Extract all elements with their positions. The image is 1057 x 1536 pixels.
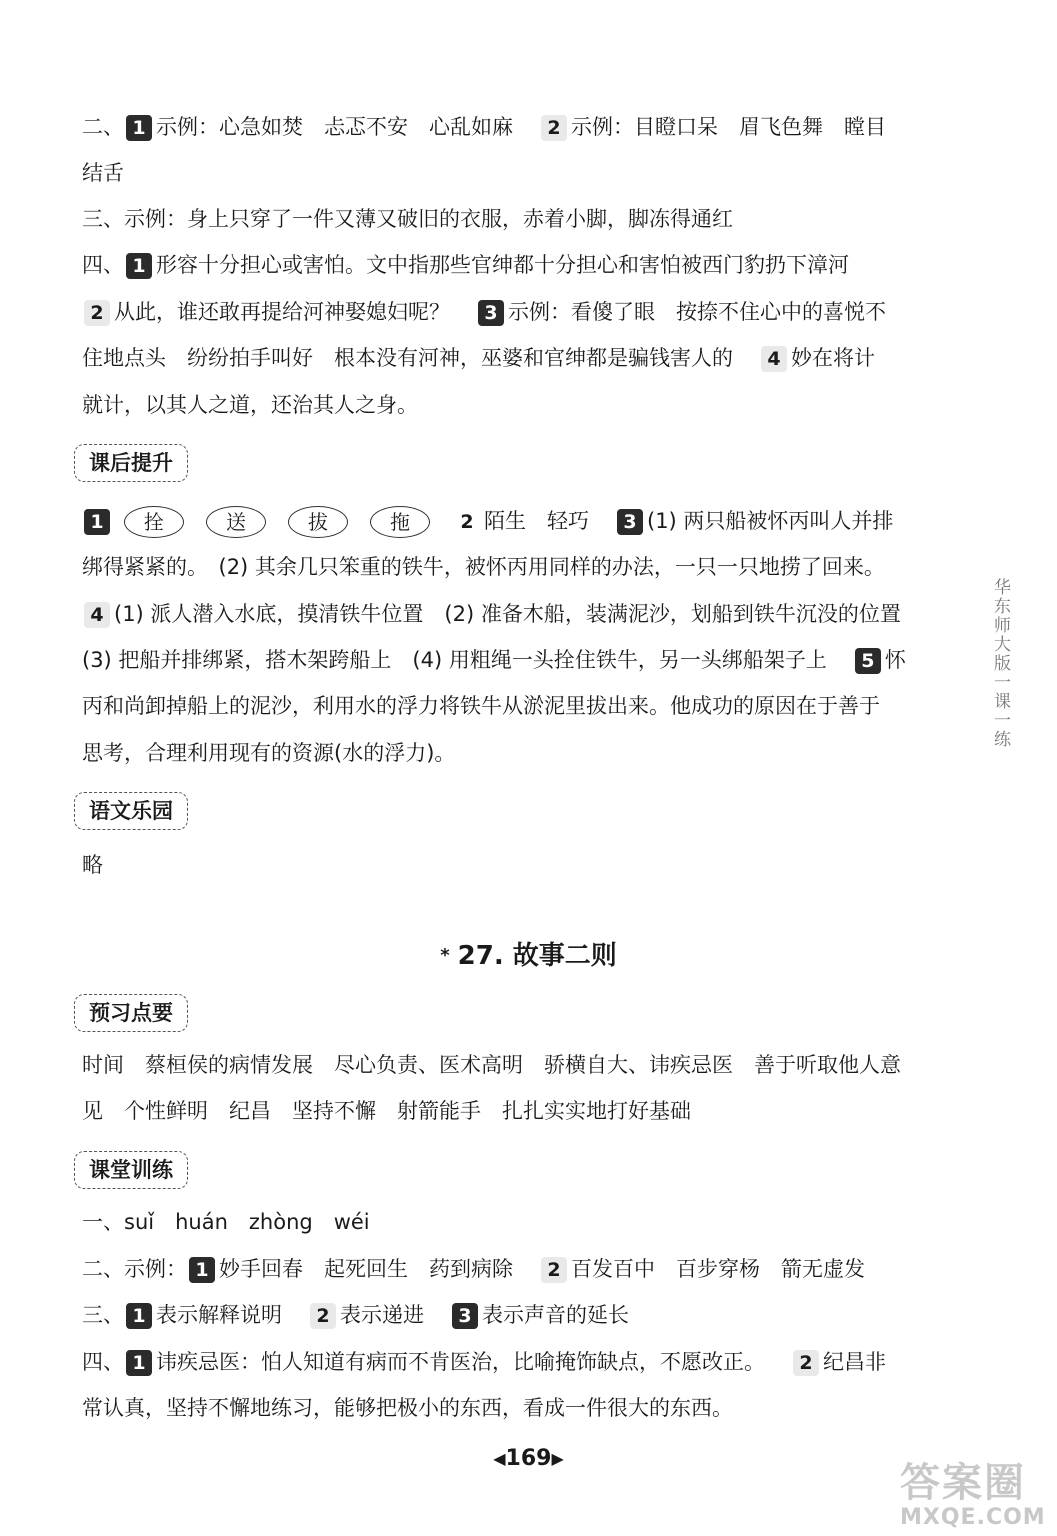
ketang-q4-answer-1: 讳疾忌医：怕人知道有病而不肯医治，比喻掩饰缺点，不愿改正。 <box>156 1350 765 1374</box>
section-tag-yuwen-leyuan: 语文乐园 <box>74 792 188 830</box>
yuxi-text-1: 时间 蔡桓侯的病情发展 尽心负责、医术高明 骄横自大、讳疾忌医 善于听取他人意 <box>82 1053 901 1077</box>
ketang-q1-text: 一、suǐ huán zhòng wéi <box>82 1210 370 1234</box>
number-badge: 2 <box>310 1303 336 1329</box>
tisheng-answer-5b: 丙和尚卸掉船上的泥沙，利用水的浮力将铁牛从淤泥里拔出来。他成功的原因在于善于 <box>82 694 880 718</box>
q2-answer-1: 示例：心急如焚 忐忑不安 心乱如麻 <box>156 115 513 139</box>
leyuan-answer <box>82 850 942 880</box>
number-badge: 4 <box>84 602 110 628</box>
page-number-text: 169 <box>505 1446 552 1471</box>
tisheng-line-4 <box>82 645 942 675</box>
tisheng-answer-4a: (1) 派人潜入水底，摸清铁牛位置 (2) 准备木船，装满泥沙，划船到铁牛沉没的位置 <box>114 602 901 626</box>
ketang-q2-label: 二、示例： <box>82 1257 187 1281</box>
ketang-q3-answer-2: 表示递进 <box>340 1303 424 1327</box>
title-star: * <box>440 945 450 966</box>
q2-label: 二、 <box>82 115 124 139</box>
section-tag-yuxi-dianyao: 预习点要 <box>74 994 188 1032</box>
yuxi-line-1 <box>82 1050 942 1080</box>
lesson-title <box>0 938 1057 974</box>
tisheng-line-5 <box>82 691 942 721</box>
number-badge: 2 <box>541 1257 567 1283</box>
number-badge: 2 <box>793 1350 819 1376</box>
circled-word: 拔 <box>288 506 348 538</box>
q2-line-1 <box>82 112 942 142</box>
watermark-url: MXQE.COM <box>900 1505 1046 1530</box>
ketang-q3-answer-3: 表示声音的延长 <box>482 1303 629 1327</box>
ketang-q4-line-2 <box>82 1393 942 1423</box>
number-badge: 3 <box>617 509 643 535</box>
number-badge: 1 <box>126 1350 152 1376</box>
q4-answer-3b: 住地点头 纷纷拍手叫好 根本没有河神，巫婆和官绅都是骗钱害人的 <box>82 346 733 370</box>
ketang-q4-answer-2b: 常认真，坚持不懈地练习，能够把极小的东西，看成一件很大的东西。 <box>82 1396 733 1420</box>
q4-answer-2: 从此，谁还敢再提给河神娶媳妇呢？ <box>114 300 450 324</box>
number-badge: 1 <box>126 1303 152 1329</box>
tisheng-line-3 <box>82 599 942 629</box>
tisheng-answer-2: 陌生 轻巧 <box>484 509 589 533</box>
number-badge: 4 <box>761 346 787 372</box>
ketang-q2-answer-2: 百发百中 百步穿杨 箭无虚发 <box>571 1257 865 1281</box>
q4-label: 四、 <box>82 253 124 277</box>
tisheng-answer-5c: 思考，合理利用现有的资源(水的浮力)。 <box>82 741 456 765</box>
ketang-q4-label: 四、 <box>82 1350 124 1374</box>
number-badge: 3 <box>452 1303 478 1329</box>
ketang-q3-label: 三、 <box>82 1303 124 1327</box>
leyuan-text: 略 <box>82 853 103 877</box>
tisheng-line-6 <box>82 738 942 768</box>
circled-word: 拖 <box>370 506 430 538</box>
number-badge: 1 <box>189 1257 215 1283</box>
q4-line-1 <box>82 250 942 280</box>
ketang-q3-answer-1: 表示解释说明 <box>156 1303 282 1327</box>
q4-line-4 <box>82 390 942 420</box>
q2-answer-2a: 示例：目瞪口呆 眉飞色舞 瞠目 <box>571 115 886 139</box>
tisheng-answer-3a: (1) 两只船被怀丙叫人并排 <box>647 509 894 533</box>
ketang-q2 <box>82 1254 942 1284</box>
page-number <box>0 1444 1057 1474</box>
left-arrow-icon: ◀ <box>493 1449 506 1468</box>
circled-word: 送 <box>206 506 266 538</box>
side-series-label: 华东师大版一课一练 <box>990 578 1010 749</box>
number-badge: 5 <box>855 648 881 674</box>
number-badge: 2 <box>541 115 567 141</box>
q3-line <box>82 204 942 234</box>
section-tag-kehou-tisheng: 课后提升 <box>74 444 188 482</box>
q3-text: 三、示例：身上只穿了一件又薄又破旧的衣服，赤着小脚，脚冻得通红 <box>82 207 733 231</box>
number-badge: 1 <box>126 253 152 279</box>
number-badge: 2 <box>84 300 110 326</box>
ketang-q4-answer-2a: 纪昌非 <box>823 1350 886 1374</box>
ketang-q1 <box>82 1207 942 1237</box>
q4-line-3 <box>82 343 942 373</box>
tisheng-answer-5a: 怀 <box>884 648 906 672</box>
yuxi-line-2 <box>82 1096 942 1126</box>
watermark <box>900 1460 1050 1530</box>
number-badge: 1 <box>126 115 152 141</box>
section-tag-ketang-xunlian: 课堂训练 <box>74 1151 188 1189</box>
number-badge: 1 <box>84 509 110 535</box>
title-text: 27. 故事二则 <box>457 941 617 971</box>
tisheng-answer-4b: (3) 把船并排绑紧，搭木架跨船上 (4) 用粗绳一头拴住铁牛，另一头绑船架子上 <box>82 648 827 672</box>
circled-word: 拴 <box>124 506 184 538</box>
q4-line-2 <box>82 297 942 327</box>
q2-line-2 <box>82 158 942 188</box>
q4-answer-4a: 妙在将计 <box>791 346 875 370</box>
tisheng-line-1 <box>82 506 942 538</box>
tisheng-answer-3b: 绑得紧紧的。 (2) 其余几只笨重的铁牛，被怀丙用同样的办法，一只一只地捞了回来。 <box>82 555 885 579</box>
q2-answer-2b: 结舌 <box>82 161 124 185</box>
right-arrow-icon: ▶ <box>551 1449 564 1468</box>
q4-answer-1: 形容十分担心或害怕。文中指那些官绅都十分担心和害怕被西门豹扔下漳河 <box>156 253 849 277</box>
ketang-q2-answer-1: 妙手回春 起死回生 药到病除 <box>219 1257 513 1281</box>
watermark-logo: 答案圈 <box>900 1460 1026 1506</box>
ketang-q3 <box>82 1300 942 1330</box>
tisheng-line-2 <box>82 552 942 582</box>
q4-answer-3a: 示例：看傻了眼 按捺不住心中的喜悦不 <box>508 300 886 324</box>
number-badge: 2 <box>460 511 474 533</box>
number-badge: 3 <box>478 300 504 326</box>
ketang-q4-line-1 <box>82 1347 942 1377</box>
q4-answer-4b: 就计，以其人之道，还治其人之身。 <box>82 393 418 417</box>
yuxi-text-2: 见 个性鲜明 纪昌 坚持不懈 射箭能手 扎扎实实地打好基础 <box>82 1099 691 1123</box>
